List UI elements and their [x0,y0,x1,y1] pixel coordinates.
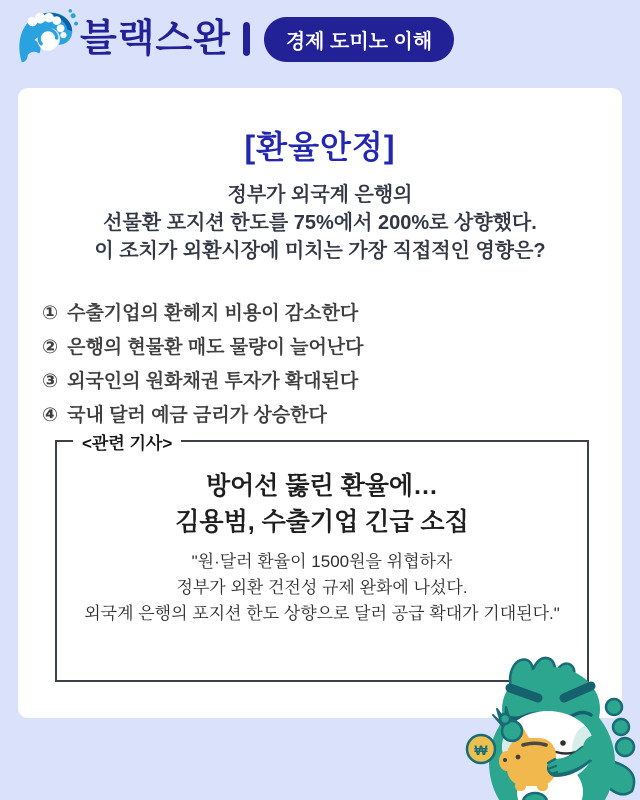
wave-icon [16,8,78,70]
article-body-line: 정부가 외환 건전성 규제 완화에 나섰다. [176,578,468,597]
brand-name: 블랙스완 [80,18,231,60]
quiz-option-1[interactable] [42,297,622,331]
quiz-option-2[interactable] [42,331,622,365]
topic-badge: 경제 도미노 이해 [264,17,454,62]
headline-line: 김용범, 수출기업 긴급 소집 [175,508,469,536]
article-body-line: "원·달러 환율이 1500원을 위협하자 [191,552,453,571]
question-line: 이 조치가 외환시장에 미치는 가장 직접적인 영향은? [94,240,546,262]
option-number: ① [42,303,59,324]
headline-line: 방어선 뚫린 환율에… [205,472,439,500]
quiz-card [18,88,622,718]
article-body-line: 외국계 은행의 포지션 한도 상향으로 달러 공급 확대가 기대된다." [84,604,560,623]
question-line: 정부가 외국계 은행의 [227,184,413,206]
option-text: 수출기업의 환헤지 비용이 감소한다 [67,303,359,324]
option-text: 국내 달러 예금 금리가 상승한다 [67,405,327,426]
brand-separator [243,22,250,56]
quiz-options [42,297,622,433]
article-headline [57,468,587,540]
option-text: 외국인의 원화채권 투자가 확대된다 [67,371,359,392]
quiz-question [18,181,622,265]
option-number: ② [42,337,59,358]
related-article-label: <관련 기사> [73,429,181,454]
brand-logo [16,8,454,70]
won-symbol: ₩ [474,742,488,758]
quiz-title: [환율안정] [244,129,396,165]
header [0,0,640,88]
option-text: 은행의 현물환 매도 물량이 늘어난다 [67,337,364,358]
article-body [57,549,587,627]
option-number: ③ [42,371,59,392]
won-coin [467,735,495,763]
option-number: ④ [42,405,59,426]
dino-mascot [455,645,640,800]
question-line: 선물환 포지션 한도를 75%에서 200%로 상향했다. [103,212,537,234]
quiz-option-4[interactable] [42,399,622,433]
quiz-option-3[interactable] [42,365,622,399]
